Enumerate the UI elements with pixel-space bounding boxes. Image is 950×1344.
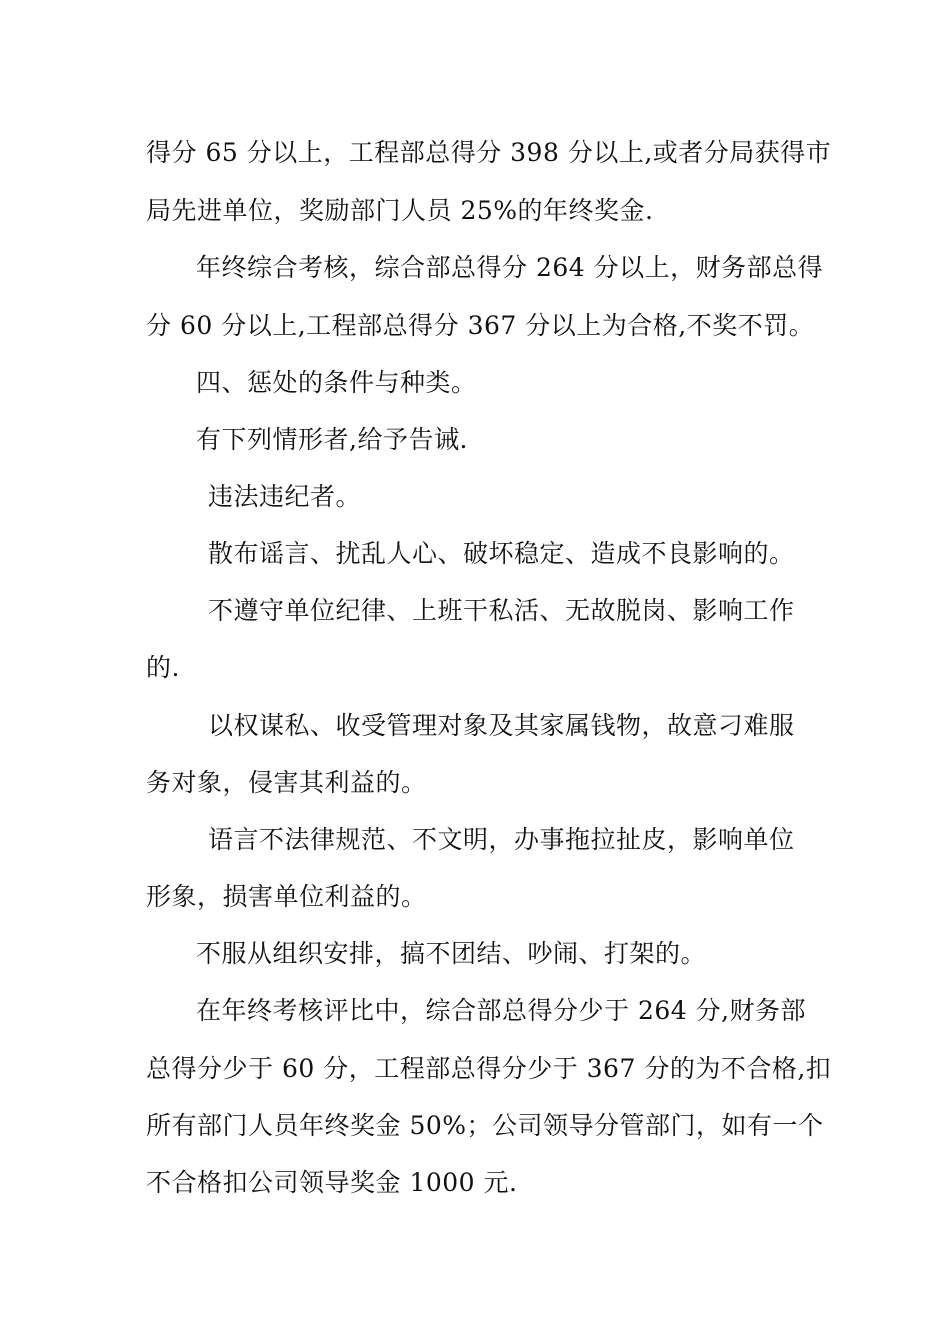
list-item-4-cont: 务对象，侵害其利益的。 [146, 768, 427, 797]
list-item-6: 不服从组织安排，搞不团结、吵闹、打架的。 [196, 939, 707, 968]
list-item-3-cont: 的. [146, 653, 180, 682]
list-item-3: 不遵守单位纪律、上班干私活、无故脱岗、影响工作 [208, 596, 795, 625]
text-line-17: 总得分少于 60 分，工程部总得分少于 367 分的为不合格,扣 [146, 1054, 832, 1083]
text-line-4: 分 60 分以上,工程部总得分 367 分以上为合格,不奖不罚。 [146, 311, 815, 340]
list-item-2: 散布谣言、扰乱人心、破坏稳定、造成不良影响的。 [208, 539, 795, 568]
text-line-19: 不合格扣公司领导奖金 1000 元. [146, 1168, 518, 1197]
list-item-5: 语言不法律规范、不文明，办事拖拉扯皮，影响单位 [208, 825, 795, 854]
list-item-1: 违法违纪者。 [208, 482, 362, 511]
list-item-4: 以权谋私、收受管理对象及其家属钱物，故意刁难服 [208, 711, 795, 740]
text-line-6: 有下列情形者,给予告诫. [196, 425, 468, 454]
text-line-18: 所有部门人员年终奖金 50%；公司领导分管部门，如有一个 [146, 1111, 824, 1140]
text-line-2: 局先进单位，奖励部门人员 25%的年终奖金. [146, 196, 654, 225]
list-item-5-cont: 形象，损害单位利益的。 [146, 882, 427, 911]
text-line-3: 年终综合考核，综合部总得分 264 分以上，财务部总得 [196, 253, 824, 282]
text-line-16: 在年终考核评比中，综合部总得分少于 264 分,财务部 [196, 996, 807, 1025]
text-line-1: 得分 65 分以上，工程部总得分 398 分以上,或者分局获得市 [146, 138, 832, 167]
section-heading: 四、惩处的条件与种类。 [196, 368, 477, 397]
